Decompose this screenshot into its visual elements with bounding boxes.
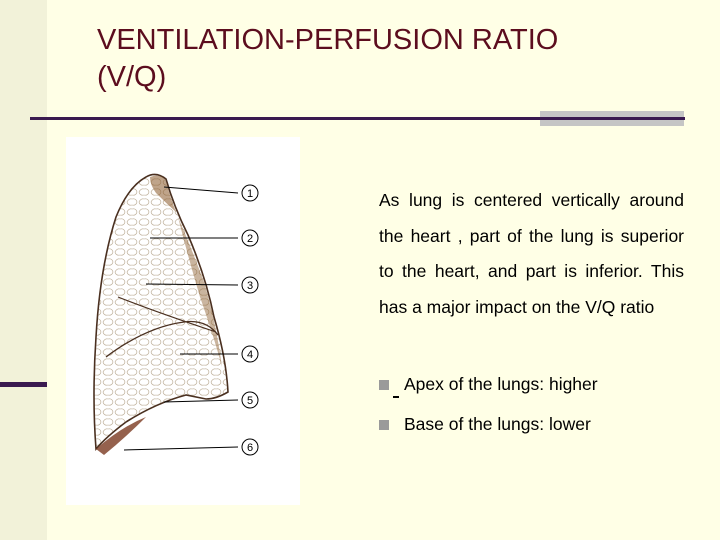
lung-illustration [66,137,300,505]
arrow-5 [164,400,238,402]
label-6: 6 [246,442,254,454]
label-1: 1 [246,188,254,200]
label-5: 5 [246,395,254,407]
bullet-text: Apex of the lungs: higher [404,374,598,394]
dash-mark [393,396,399,398]
bullet-apex [379,374,598,395]
title-rule [30,117,685,120]
label-3: 3 [246,280,254,292]
bullet-base [379,414,591,435]
bullet-square-icon [379,420,389,430]
arrow-6 [124,447,238,450]
label-circles [242,185,258,455]
left-accent-bar [0,382,47,387]
left-band [0,0,47,540]
slide-title: VENTILATION-PERFUSION RATIO (V/Q) [97,24,559,93]
bullet-square-icon [379,380,389,390]
body-paragraph: As lung is centered vertically around the heart , part of the lung is superior to the heart, and part is inferior. This has a major impact on the V/Q ratio [379,190,684,317]
label-4: 4 [246,349,254,361]
label-2: 2 [246,233,254,245]
arrow-1 [164,187,238,193]
lung-figure [66,137,300,505]
bullet-text: Base of the lungs: lower [404,414,591,434]
